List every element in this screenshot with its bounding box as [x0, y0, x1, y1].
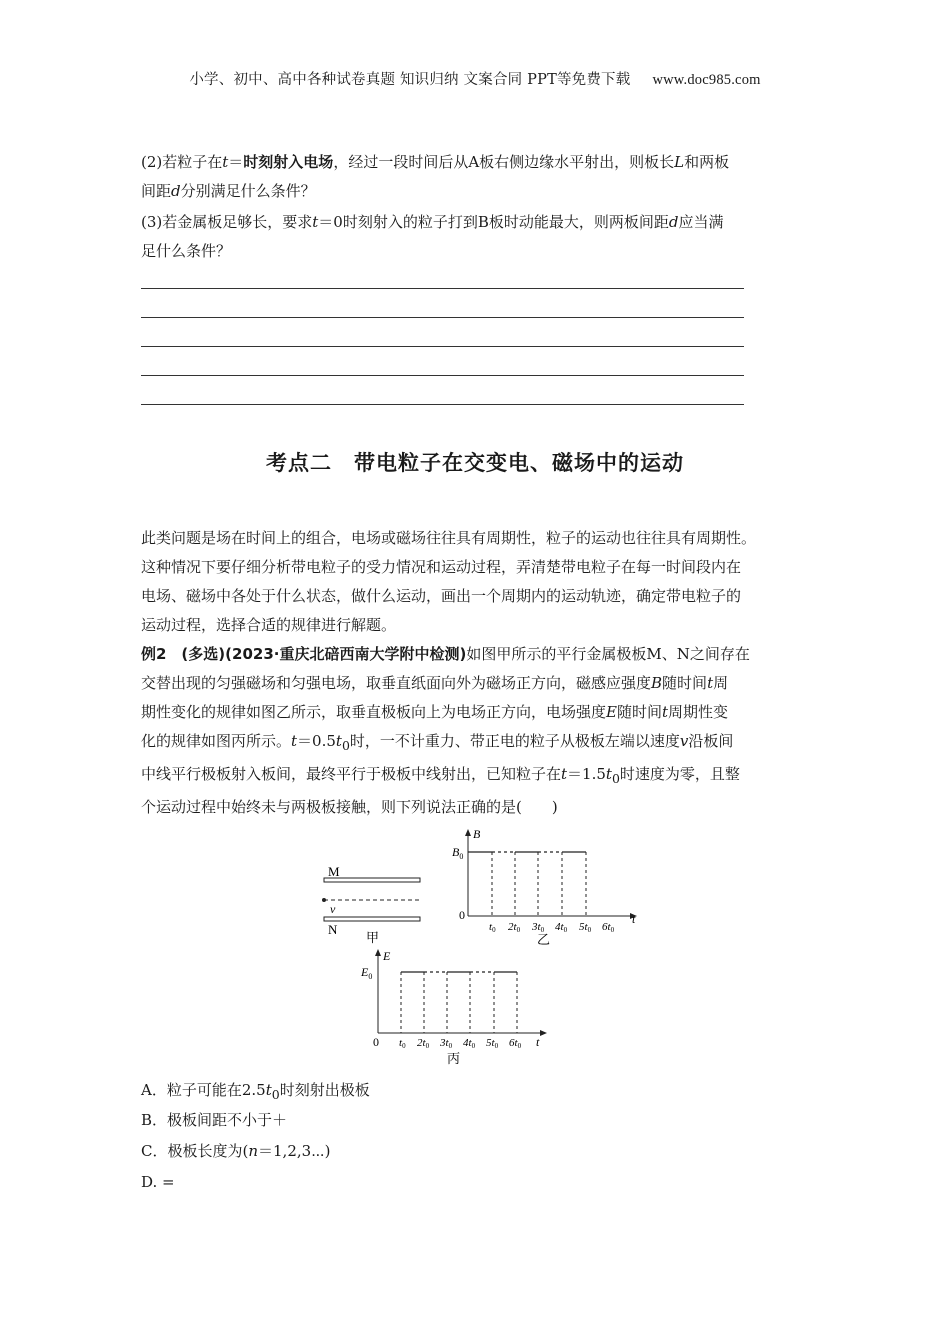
intro-line: 此类问题是场在时间上的组合，电场或磁场往往具有周期性，粒子的运动也往往具有周期性。	[141, 529, 757, 547]
tick-label: 6t0	[509, 1037, 522, 1050]
level-label: $B_0$	[452, 845, 464, 861]
tick-label: 5t0	[486, 1037, 499, 1050]
figure-jia	[310, 858, 430, 948]
bing-pulses	[401, 972, 517, 1033]
figure-bing-caption: 丙	[447, 1051, 461, 1066]
y-axis-arrow	[465, 829, 471, 836]
option-d[interactable]: D. =	[141, 1173, 175, 1191]
example-2	[141, 640, 821, 822]
intro-line: 电场、磁场中各处于什么状态，做什么运动，画出一个周期内的运动轨迹，确定带电粒子的	[141, 587, 742, 605]
question-3	[141, 208, 821, 266]
answer-line[interactable]	[141, 346, 744, 347]
example-line-2: 交替出现的匀强磁场和匀强电场，取垂直纸面向外为磁场正方向，磁感应强度B随时间t周	[141, 674, 729, 692]
x-axis-label: t	[536, 1035, 540, 1049]
figure-yi	[445, 826, 645, 946]
tick-label: 4t0	[555, 921, 568, 934]
answer-line[interactable]	[141, 288, 744, 289]
tick-label: 3t0	[440, 1037, 453, 1050]
y-axis-label: B	[473, 827, 481, 841]
tick-label: 2t0	[417, 1037, 430, 1050]
bing-tick-labels	[399, 1037, 522, 1050]
option-c[interactable]: C．极板长度为(n＝1,2,3⋯)	[141, 1142, 331, 1160]
answer-line[interactable]	[141, 375, 744, 376]
tick-label: t0	[489, 921, 496, 934]
example-label: 例2 (多选)	[141, 645, 226, 663]
yi-tick-labels	[489, 921, 615, 934]
intro-line: 这种情况下要仔细分析带电粒子的受力情况和运动过程，弄清楚带电粒子在每一时间段内在	[141, 558, 742, 576]
origin-label: 0	[459, 908, 465, 922]
question-2	[141, 148, 821, 206]
example-line-3: 期性变化的规律如图乙所示，取垂直极板向上为电场正方向，电场强度E随时间t周期性变	[141, 703, 729, 721]
question-3-line-2: 足什么条件？	[141, 242, 232, 260]
answer-line[interactable]	[141, 317, 744, 318]
tick-label: 2t0	[508, 921, 521, 934]
velocity-label: v	[330, 902, 336, 916]
page-header	[0, 68, 950, 89]
plate-m-label: M	[328, 864, 340, 879]
x-axis-label: t	[632, 912, 636, 926]
tick-label: 6t0	[602, 921, 615, 934]
example-line-6: 个运动过程中始终未与两极板接触，则下列说法正确的是( )	[141, 798, 558, 816]
yi-pulses	[468, 852, 586, 916]
example-line-5: 中线平行极板射入板间，最终平行于极板中线射出，已知粒子在$t=1.5t_0$时速度为零，且整	[141, 765, 740, 786]
intro-paragraph	[141, 524, 821, 640]
header-site-link[interactable]: www.doc985.com	[652, 72, 761, 88]
y-axis-arrow	[375, 949, 381, 956]
header-text: 小学、初中、高中各种试卷真题 知识归纳 文案合同 PPT等免费下载	[189, 72, 631, 88]
intro-line: 运动过程，选择合适的规律进行解题。	[141, 616, 397, 634]
option-b[interactable]: B．极板间距不小于＋	[141, 1111, 288, 1129]
question-3-line-1: (3)若金属板足够长，要求t＝0时刻射入的粒子打到B板时动能最大，则两板间距d应当满	[141, 213, 724, 231]
plate-n-label: N	[328, 922, 338, 937]
tick-label: 5t0	[579, 921, 592, 934]
x-axis-arrow	[540, 1030, 547, 1036]
figure-yi-caption: 乙	[537, 932, 551, 946]
tick-label: 3t0	[532, 921, 545, 934]
answer-line[interactable]	[141, 404, 744, 405]
example-line-1: 例2 (多选)(2023·重庆北碚西南大学附中检测)如图甲所示的平行金属极板M、N之间存在	[141, 645, 750, 663]
example-line-4: 化的规律如图丙所示。$t=0.5t_0$时，一不计重力、带正电的粒子从极板左端以速度v沿板间	[141, 732, 734, 753]
example-source: (2023·重庆北碚西南大学附中检测)	[225, 645, 467, 663]
figure-jia-caption: 甲	[366, 930, 380, 945]
question-2-line-1: (2)若粒子在t＝时刻射入电场，经过一段时间后从A板右侧边缘水平射出，则板长L和两板	[141, 153, 730, 171]
section-title: 考点二 带电粒子在交变电、磁场中的运动	[266, 451, 684, 475]
level-label: $E_0$	[361, 965, 373, 981]
option-a[interactable]: A．粒子可能在$2.5t_0$时刻射出极板	[141, 1081, 370, 1102]
tick-label: 4t0	[463, 1037, 476, 1050]
y-axis-label: E	[383, 949, 391, 963]
tick-label: t0	[399, 1037, 406, 1050]
figure-bing	[355, 946, 555, 1068]
plate-n	[324, 917, 420, 921]
origin-label: 0	[373, 1035, 379, 1049]
question-2-line-2: 间距d分别满足什么条件？	[141, 182, 316, 200]
